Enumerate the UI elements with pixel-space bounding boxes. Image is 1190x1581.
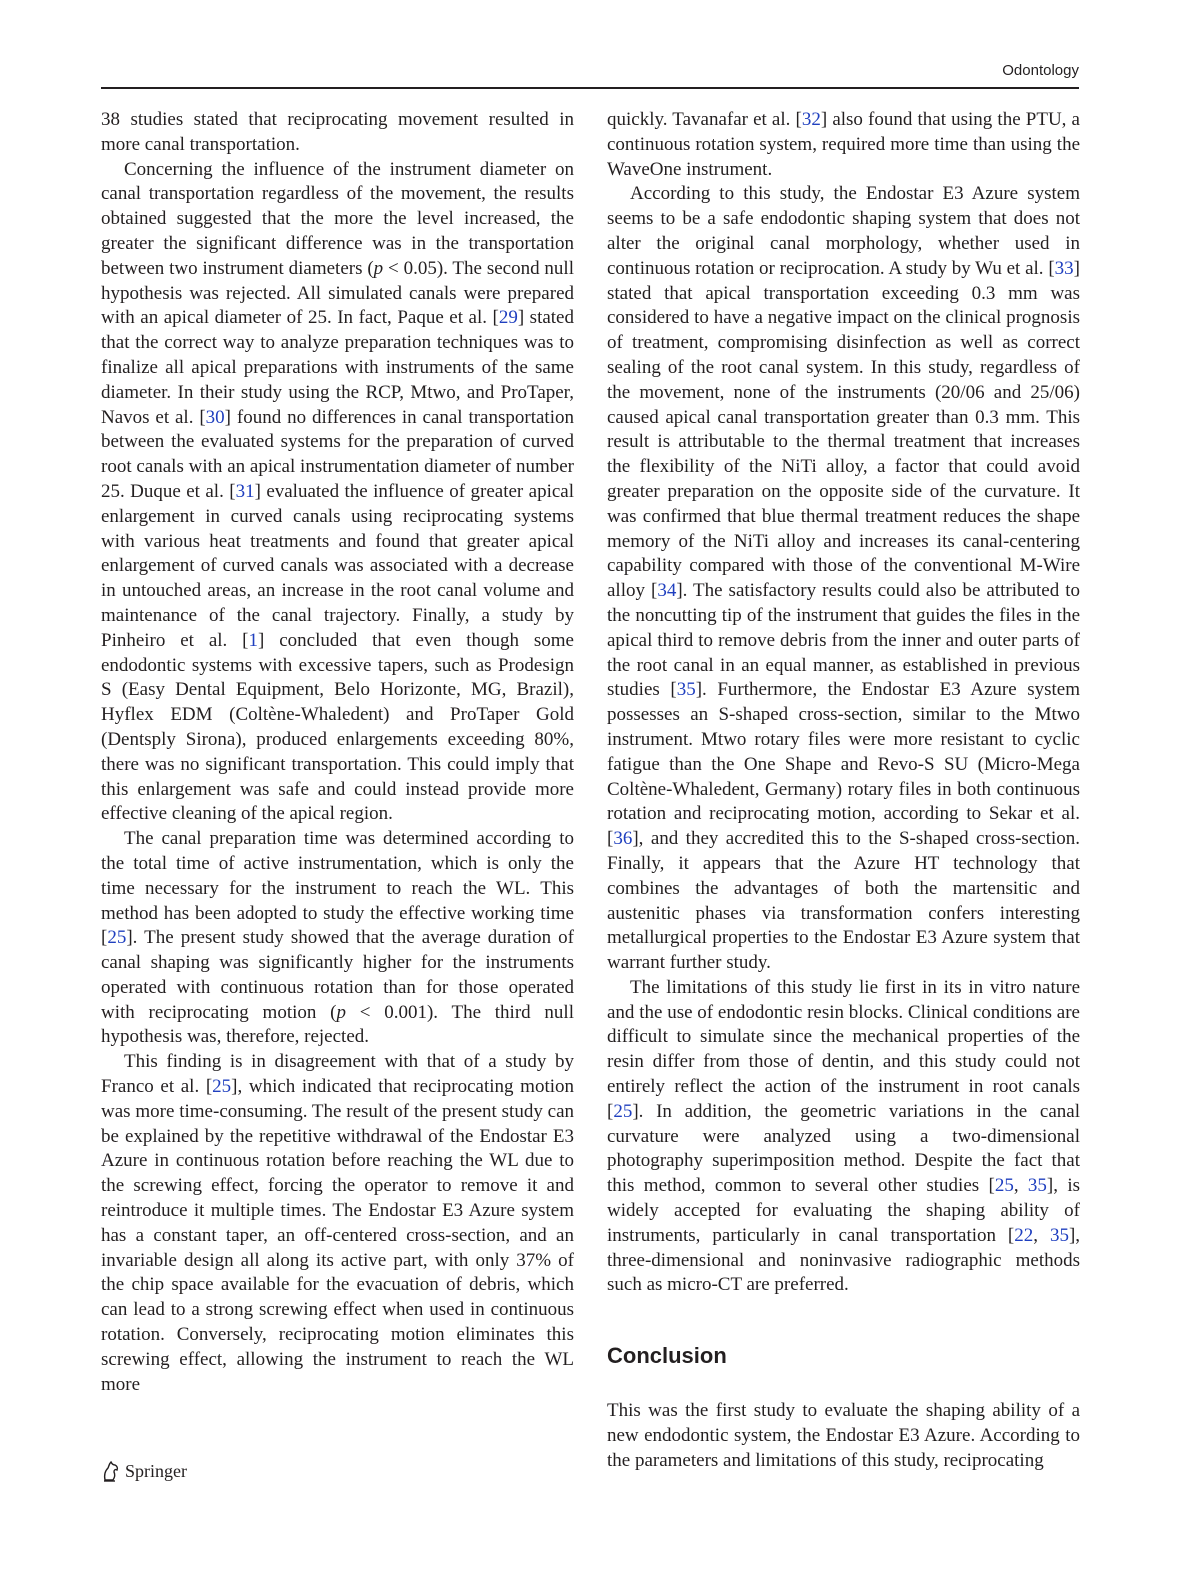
text-run: ] evaluated the influence of greater apical enlargement in curved canals using reciprocating systems with various heat treatments and found that greater apical enlargement of curved canals was associated with a decrease in untouched areas, an increase in the root canal volume and maintenance of the canal trajectory. Finally, a study by Pinheiro et al. [ (101, 480, 575, 651)
citation-link[interactable]: 31 (235, 480, 255, 502)
text-run: This finding is in disagreement with that of a study by Franco et al. [ (101, 1051, 574, 1098)
text-run: ]. Furthermore, the Endostar E3 Azure system possesses an S-shaped cross-section, similar to the Mtwo instrument. Mtwo rotary files were more resistant to cyclic fatigue than the One Shape and Revo-S SU (Micro-Mega Coltène-Whaledent, Germany) rotary files in both continuous rotation and reciprocating motion, according to Sekar et al. [ (607, 679, 1080, 850)
text-run: ], three-dimensional and noninvasive radiographic methods such as micro-CT are preferred. (607, 1224, 1081, 1296)
footer (101, 1460, 187, 1482)
publisher-name: Springer (125, 1460, 187, 1481)
text-run: The canal preparation time was determined according to the total time of active instrumentation, which is only the time necessary for the instrument to reach the WL. This method has been adopted to study the effective working time [ (101, 828, 574, 949)
left-column (101, 108, 574, 1397)
text-run: ] stated that apical transportation exceeding 0.3 mm was considered to have a negative impact on the clinical prognosis of treatment, compromising disinfection as well as correct sealing of the root canal system. In this study, regardless of the movement, none of the instruments (20/06 and 25/06) caused apical canal transportation greater than 0.3 mm. This result is attributable to the thermal treatment that increases the flexibility of the NiTi alloy, a factor that could avoid greater preparation on the opposite side of the curvature. It was confirmed that blue thermal treatment reduces the shape memory of the NiTi alloy and increases its canal-centering capability compared with those of the conventional M-Wire alloy [ (607, 257, 1080, 602)
citation-link[interactable]: 1 (248, 629, 258, 651)
text-run: ]. The present study showed that the average duration of canal shaping was significantly higher for the instruments operated with continuous rotation than for those operated with reciprocating motion ( (101, 927, 574, 1023)
text-run: ], is widely accepted for evaluating the shaping ability of instruments, particularly in canal transportation [ (607, 1175, 1080, 1246)
paragraph (101, 827, 574, 1050)
text-run: ]. The satisfactory results could also be attributed to the noncutting tip of the instrument that guides the files in the apical third to remove debris from the inner and outer parts of the root canal in an equal manner, as established in previous studies [ (607, 580, 1080, 701)
text-run: ], and they accredited this to the S-shaped cross-section. Finally, it appears that the Azure HT technology that combines the advantages of both the martensitic and austenitic phases via transformation confers interesting metallurgical properties to the Endostar E3 Azure system that warrant further study. (607, 828, 1080, 974)
citation-link[interactable]: 25 (994, 1175, 1014, 1197)
text-run: quickly. Tavanafar et al. [ (607, 109, 802, 130)
paragraph (607, 1399, 1080, 1473)
text-run: ] found no differences in canal transportation between the evaluated systems for the preparation of curved root canals with an apical instrumentation diameter of number 25. Duque et al. [ (101, 406, 574, 502)
citation-link[interactable]: 34 (657, 580, 677, 602)
paragraph (101, 108, 574, 158)
text-run: , (1033, 1224, 1050, 1246)
text-run: ] concluded that even though some endodontic systems with excessive tapers, such as Prodesign S (Easy Dental Equipment, Belo Horizonte, MG, Brazil), Hyflex EDM (Coltène-Whaledent) and ProTaper Gold (Dentsply Sirona), produced enlargements exceeding 80%, there was no significant transportation. This could imply that this enlargement was safe and could instead provide more effective cleaning of the apical region. (101, 629, 574, 825)
right-column (607, 108, 1080, 1473)
text-run: , (1013, 1175, 1028, 1197)
running-header-journal: Odontology (1002, 62, 1079, 79)
text-run: < 0.05). The second null hypothesis was rejected. All simulated canals were prepared with an apical diameter of 25. In fact, Paque et al. [ (101, 257, 574, 329)
paragraph (607, 108, 1080, 182)
citation-link[interactable]: 33 (1054, 257, 1074, 279)
text-run: ] also found that using the PTU, a continuous rotation system, required more time than using the WaveOne instrument. (607, 109, 1080, 180)
paragraph (607, 976, 1080, 1298)
citation-link[interactable]: 35 (1027, 1175, 1047, 1197)
text-run: According to this study, the Endostar E3 Azure system seems to be a safe endodontic shaping system that does not alter the original canal morphology, whether used in continuous rotation or reciprocation. A study by Wu et al. [ (607, 183, 1080, 279)
citation-link[interactable]: 32 (801, 109, 821, 130)
text-run: ], which indicated that reciprocating motion was more time-consuming. The result of the present study can be explained by the repetitive withdrawal of the Endostar E3 Azure in continuous rotation before reaching the WL due to the screwing effect, forcing the operator to remove it and reintroduce it multiple times. The Endostar E3 Azure system has a constant taper, an off-centered cross-section, and an invariable design all along its active part, with only 37% of the chip space available for the evacuation of debris, which can lead to a strong screwing effect when used in continuous rotation. Conversely, reciprocating motion eliminates this screwing effect, allowing the instrument to reach the WL more (101, 1076, 574, 1395)
citation-link[interactable]: 35 (1049, 1224, 1069, 1246)
citation-link[interactable]: 36 (613, 828, 633, 850)
section-heading-conclusion: Conclusion (607, 1343, 727, 1369)
paragraph (101, 158, 574, 828)
paragraph (607, 182, 1080, 976)
citation-link[interactable]: 30 (205, 406, 225, 428)
italic-symbol: p (336, 1001, 346, 1023)
citation-link[interactable]: 25 (613, 1100, 633, 1122)
citation-link[interactable]: 25 (212, 1076, 232, 1098)
text-run: This was the first study to evaluate the shaping ability of a new endodontic system, the Endostar E3 Azure. According to the parameters and limitations of this study, reciprocating (607, 1400, 1080, 1471)
citation-link[interactable]: 29 (498, 307, 518, 329)
citation-link[interactable]: 22 (1014, 1224, 1034, 1246)
paragraph (101, 1050, 574, 1397)
text-run: Concerning the influence of the instrument diameter on canal transportation regardless of the movement, the results obtained suggested that the more the level increased, the greater the significant difference was in the transportation between two instrument diameters ( (101, 158, 574, 279)
header-rule (101, 87, 1079, 89)
text-run: < 0.001). The third null hypothesis was, therefore, rejected. (101, 1001, 574, 1048)
springer-horse-logo-icon (101, 1460, 121, 1482)
text-run: ] stated that the correct way to analyze preparation techniques was to finalize all apical preparations with instruments of the same diameter. In their study using the RCP, Mtwo, and ProTaper, Navos et al. [ (101, 307, 574, 428)
citation-link[interactable]: 25 (107, 927, 127, 949)
text-run: 38 studies stated that reciprocating movement resulted in more canal transportation. (101, 109, 574, 155)
italic-symbol: p (373, 257, 384, 279)
text-run: ]. In addition, the geometric variations in the canal curvature were analyzed using a two-dimensional photography superimposition method. Despite the fact that this method, common to several other studies [ (607, 1100, 1080, 1197)
text-run: The limitations of this study lie first in its in vitro nature and the use of endodontic resin blocks. Clinical conditions are difficult to simulate since the mechanical properties of the resin differ from those of dentin, and this study could not entirely reflect the action of the instrument in root canals [ (607, 976, 1080, 1122)
citation-link[interactable]: 35 (676, 679, 696, 701)
